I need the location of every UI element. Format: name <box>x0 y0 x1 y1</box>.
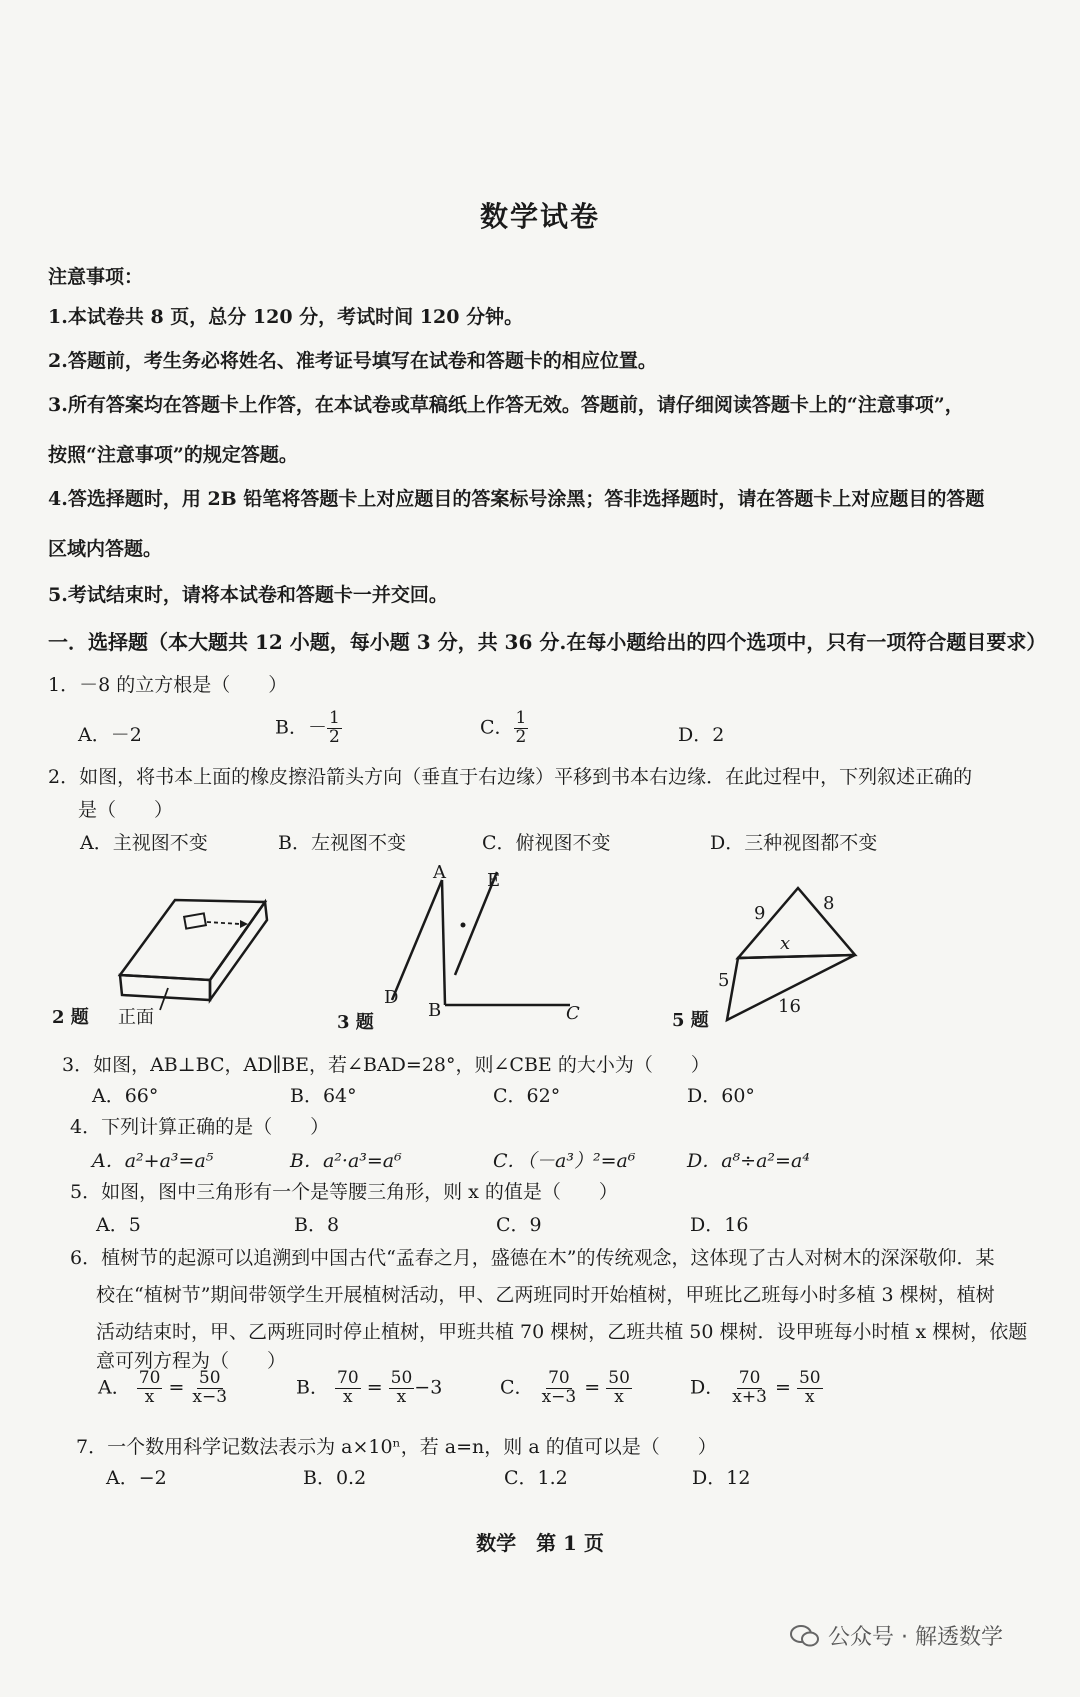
fig5-side-x: x <box>780 933 791 954</box>
q6-option-a: A． $\frac{70}{x}$ = $\frac{50}{x-3}$ <box>98 1368 228 1407</box>
q4-option-c: C．（－a³）²=a⁶ <box>493 1150 636 1172</box>
watermark-text: 公众号 · 解透数学 <box>828 1625 1003 1650</box>
fig3-label-d: D <box>384 987 399 1008</box>
notice-item-4: 4.答选择题时，用 2B 铅笔将答题卡上对应题目的答案标号涂黑；答非选择题时，请在答题卡上对应题目的答题 <box>48 488 985 510</box>
notice-item-5: 5.考试结束时，请将本试卷和答题卡一并交回。 <box>48 584 448 606</box>
fig2-front-label: 正面 <box>118 1007 154 1028</box>
book-eraser-figure <box>110 880 280 1020</box>
question-6-stem-4: 意可列方程为（ ） <box>96 1350 287 1372</box>
q2-option-c: C．俯视图不变 <box>482 832 611 854</box>
question-6-stem-3: 活动结束时，甲、乙两班同时停止植树，甲班共植 70 棵树，乙班共植 50 棵树．设甲班每小时植 x 棵树，依题 <box>96 1321 1028 1343</box>
fig5-side-5: 5 <box>718 970 730 991</box>
fig5-side-16: 16 <box>778 996 801 1017</box>
q1-option-a: A．－2 <box>78 724 142 746</box>
q4-option-a: A．a²+a³=a⁵ <box>92 1150 214 1172</box>
page-title: 数学试卷 <box>479 200 600 233</box>
watermark <box>790 1620 1003 1651</box>
q7-option-a: A．−2 <box>106 1467 167 1489</box>
q5-option-a: A．5 <box>96 1214 141 1236</box>
question-6-stem-2: 校在“植树节”期间带领学生开展植树活动，甲、乙两班同时开始植树，甲班比乙班每小时多植 3 棵树，植树 <box>96 1284 995 1306</box>
question-4-stem: 4．下列计算正确的是（ ） <box>70 1116 330 1138</box>
section-heading: 一．选择题（本大题共 12 小题，每小题 3 分，共 36 分.在每小题给出的四个选项中，只有一项符合题目要求） <box>48 630 1047 654</box>
question-2-stem: 2．如图，将书本上面的橡皮擦沿箭头方向（垂直于右边缘）平移到书本右边缘．在此过程中，下列叙述正确的 <box>48 766 973 788</box>
q6-option-d: D． $\frac{70}{x+3}$ = $\frac{50}{x}$ <box>690 1368 821 1407</box>
q3-option-b: B．64° <box>290 1085 357 1107</box>
notice-item-3-cont: 按照“注意事项”的规定答题。 <box>48 444 298 466</box>
q6-option-c: C． $\frac{70}{x-3}$ = $\frac{50}{x}$ <box>500 1368 630 1407</box>
q1-option-c: C． $\frac{1}{2}$ <box>480 708 527 747</box>
notice-item-3: 3.所有答案均在答题卡上作答，在本试卷或草稿纸上作答无效。答题前，请仔细阅读答题卡上的“注意事项”， <box>48 394 964 416</box>
question-6-stem: 6．植树节的起源可以追溯到中国古代“孟春之月，盛德在木”的传统观念，这体现了古人对树木的深深敬仰．某 <box>70 1247 995 1269</box>
q2-option-d: D．三种视图都不变 <box>710 832 878 854</box>
q1-option-d: D．2 <box>678 724 725 746</box>
fig5-side-9: 9 <box>754 903 766 924</box>
fig2-caption: 2 题 <box>52 1007 89 1028</box>
fig3-caption: 3 题 <box>337 1012 374 1033</box>
fig5-caption: 5 题 <box>672 1010 709 1031</box>
notice-item-1: 1.本试卷共 8 页，总分 120 分，考试时间 120 分钟。 <box>48 306 524 328</box>
q5-option-d: D．16 <box>690 1214 749 1236</box>
fig3-label-a: A <box>433 862 446 883</box>
q2-option-a: A．主视图不变 <box>80 832 208 854</box>
q5-option-c: C．9 <box>496 1214 542 1236</box>
q2-option-b: B．左视图不变 <box>278 832 406 854</box>
q4-option-d: D．a⁸÷a²=a⁴ <box>687 1150 810 1172</box>
wechat-icon <box>790 1624 820 1648</box>
question-5-stem: 5．如图，图中三角形有一个是等腰三角形，则 x 的值是（ ） <box>70 1181 618 1203</box>
fig3-label-b: B <box>428 1000 442 1021</box>
q7-option-c: C．1.2 <box>504 1467 568 1489</box>
q5-option-b: B．8 <box>294 1214 340 1236</box>
q3-option-a: A．66° <box>92 1085 159 1107</box>
q3-option-d: D．60° <box>687 1085 755 1107</box>
fig3-label-c: C <box>566 1003 580 1024</box>
question-2-stem-cont: 是（ ） <box>78 799 174 821</box>
q1-option-b: B．－ $\frac{1}{2}$ <box>275 708 340 747</box>
fig5-side-8: 8 <box>823 893 835 914</box>
fig3-label-e: E <box>487 870 501 891</box>
notice-item-4-cont: 区域内答题。 <box>48 538 163 560</box>
q7-option-b: B．0.2 <box>303 1467 367 1489</box>
question-7-stem: 7．一个数用科学记数法表示为 a×10ⁿ，若 a=n，则 a 的值可以是（ ） <box>76 1436 717 1458</box>
page-footer: 数学 第 1 页 <box>476 1531 604 1555</box>
notice-heading: 注意事项： <box>48 266 144 288</box>
question-3-stem: 3．如图，AB⊥BC，AD∥BE，若∠BAD=28°，则∠CBE 的大小为（ ） <box>62 1054 710 1076</box>
q4-option-b: B．a²·a³=a⁶ <box>290 1150 402 1172</box>
question-1-stem: 1．－8 的立方根是（ ） <box>48 674 288 696</box>
q7-option-d: D．12 <box>692 1467 751 1489</box>
q6-option-b: B． $\frac{70}{x}$ = $\frac{50}{x}$ −3 <box>296 1368 443 1407</box>
notice-item-2: 2.答题前，考生务必将姓名、准考证号填写在试卷和答题卡的相应位置。 <box>48 350 657 372</box>
q3-option-c: C．62° <box>493 1085 561 1107</box>
